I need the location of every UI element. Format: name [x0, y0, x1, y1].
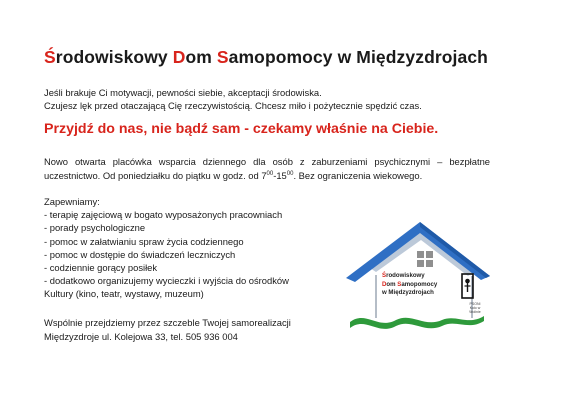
logo-caption: [382, 272, 437, 298]
logo-letter-s: Ś: [382, 272, 387, 279]
logo-text: amopomocy: [401, 280, 438, 288]
hour-start-minutes: 00: [266, 170, 274, 177]
window-icon: [417, 251, 433, 267]
list-item: Kultury (kino, teatr, wystawy, muzeum): [44, 288, 204, 300]
list-item: - terapię zajęciową w bogato wyposażonych pracowniach: [44, 209, 283, 221]
hour-end-minutes: 00: [286, 170, 294, 177]
roof-edge-shape: [420, 222, 490, 278]
list-item: - codziennie gorący posiłek: [44, 262, 158, 274]
list-item: - pomoc w dostępie do świadczeń leczniczych: [44, 248, 236, 260]
footer-line: Wspólnie przejdziemy przez szczeble Twojej samorealizacji: [44, 317, 291, 328]
description-text: Nowo otwarta placówka wsparcia dziennego dla osób z zaburzeniami psychicznymi – bezpłatne uczestnictwo. Od poniedziałku do piątku w godz. od 7: [44, 156, 490, 181]
title-text: rodowiskowy: [55, 47, 173, 67]
description-paragraph: [44, 155, 490, 182]
grass-wave: [350, 316, 484, 329]
offer-heading: Zapewniamy:: [44, 196, 100, 207]
page-title: [44, 47, 488, 68]
title-text: om: [185, 47, 217, 67]
intro-line: Czujesz lęk przed otaczającą Cię rzeczywistością. Chcesz miło i pożytecznie spędzić czas.: [44, 100, 422, 111]
logo-line: [382, 272, 437, 281]
logo-text: rodowiskowy: [386, 272, 425, 279]
intro-line: Jeśli brakuje Ci motywacji, pewności siebie, akceptacji środowiska.: [44, 87, 322, 98]
door-icon: [462, 274, 473, 298]
description-end: . Bez ograniczenia wiekowego.: [293, 169, 423, 181]
list-item: - dodatkowo organizujemy wycieczki i wyjścia do ośrodków: [44, 275, 289, 287]
list-item: - pomoc w załatwianiu spraw życia codziennego: [44, 235, 244, 247]
logo-letter-d: D: [382, 280, 387, 288]
title-text: amopomocy w Międzyzdrojach: [228, 47, 488, 67]
title-letter-s: Ś: [44, 47, 56, 67]
list-item: - porady psychologiczne: [44, 222, 146, 234]
hour-dash: -15: [273, 169, 287, 181]
logo-line: w Międzyzdrojach: [382, 289, 434, 296]
slogan: Przyjdź do nas, nie bądź sam - czekamy właśnie na Ciebie.: [44, 121, 439, 137]
offer-list: [44, 195, 289, 301]
address-line: Międzyzdroje ul. Kolejowa 33, tel. 505 936 004: [44, 330, 238, 342]
title-letter-d: D: [172, 47, 186, 67]
logo-text: om: [386, 280, 398, 288]
footer-contact: [44, 316, 291, 344]
logo-letter-s: S: [397, 280, 402, 288]
logo-line: [382, 281, 437, 290]
title-letter-s: S: [216, 47, 229, 67]
logo-small-text: PSONI Koło w Wolinie: [469, 302, 481, 315]
intro-text: [44, 86, 422, 112]
